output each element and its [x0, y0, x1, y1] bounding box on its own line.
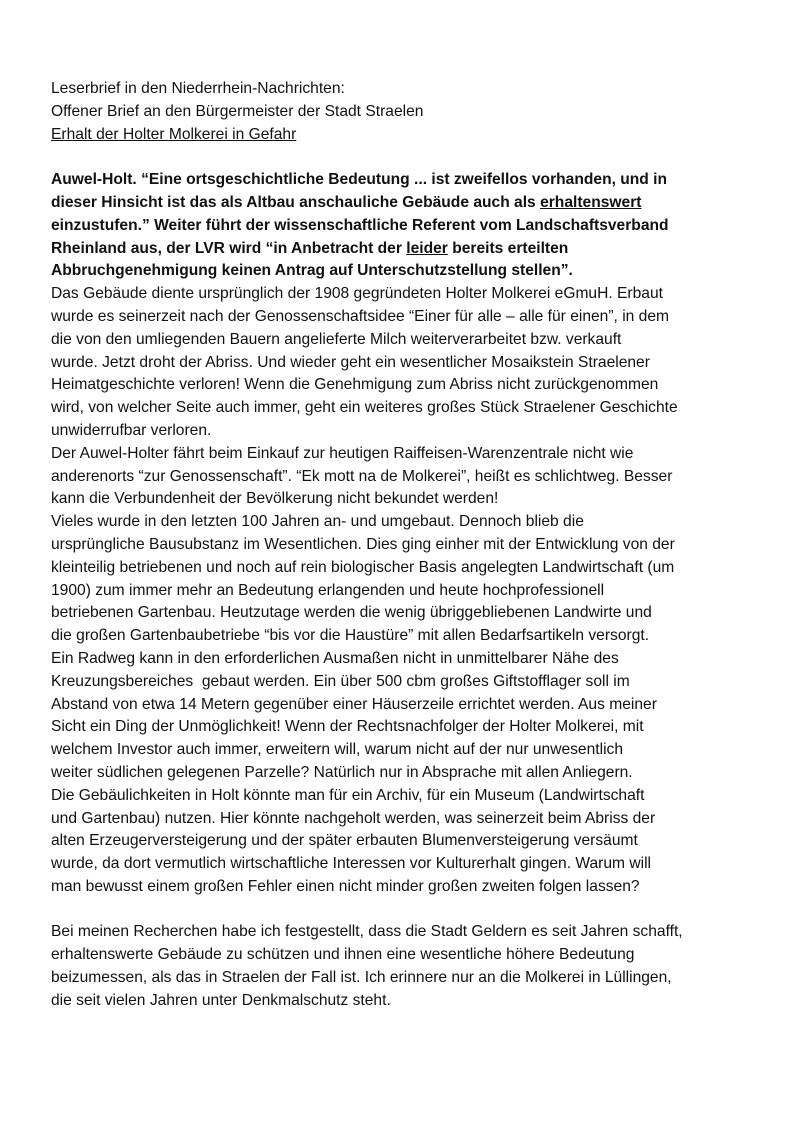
header-subject: Erhalt der Holter Molkerei in Gefahr [51, 125, 297, 143]
letter-page [51, 78, 751, 1013]
body-line: wurde. Jetzt droht der Abriss. Und wieder geht ein wesentlicher Mosaikstein Straelener [51, 353, 650, 371]
body-line: die von den umliegenden Bauern angelieferte Milch weiterverarbeitet bzw. verkauft [51, 330, 622, 348]
body-line: man bewusst einem großen Fehler einen nicht minder großen zweiten folgen lassen? [51, 877, 640, 895]
body-line: Sicht ein Ding der Unmöglichkeit! Wenn der Rechtsnachfolger der Holter Molkerei, mit [51, 718, 644, 736]
body-text [51, 283, 751, 899]
body-line: alten Erzeugerversteigerung und der später erbauten Blumenversteigerung versäumt [51, 832, 638, 850]
header-line-addressee: Offener Brief an den Bürgermeister der Stadt Straelen [51, 102, 424, 120]
body-line: kann die Verbundenheit der Bevölkerung nicht bekundet werden! [51, 490, 499, 508]
lead-text: Rheinland aus, der LVR wird “in Anbetracht der [51, 239, 407, 257]
lead-line: Abbruchgenehmigung keinen Antrag auf Unterschutzstellung stellen”. [51, 262, 573, 280]
lead-emphasis-leider: leider [406, 239, 448, 257]
body-line: unwiderrufbar verloren. [51, 421, 212, 439]
closing-line: erhaltenswerte Gebäude zu schützen und ihnen eine wesentliche höhere Bedeutung [51, 946, 635, 964]
body-line: wurde es seinerzeit nach der Genossenschaftsidee “Einer für alle – alle für einen”, in dem [51, 307, 670, 325]
lead-emphasis-erhaltenswert: erhaltenswert [540, 193, 642, 211]
body-line: Abstand von etwa 14 Metern gegenüber einer Häuserzeile errichtet werden. Aus meiner [51, 695, 657, 713]
lead-line [51, 238, 751, 261]
body-line: anderenorts “zur Genossenschaft”. “Ek mott na de Molkerei”, heißt es schlichtweg. Besser [51, 467, 673, 485]
body-line: wurde, da dort vermutlich wirtschaftliche Interessen vor Kulturerhalt gingen. Warum will [51, 855, 652, 873]
body-line: Die Gebäulichkeiten in Holt könnte man für ein Archiv, für ein Museum (Landwirtschaft [51, 786, 645, 804]
body-line: Der Auwel-Holter fährt beim Einkauf zur heutigen Raiffeisen-Warenzentrale nicht wie [51, 444, 634, 462]
lead-line [51, 192, 751, 215]
body-line: wird, von welcher Seite auch immer, geht ein weiteres großes Stück Straelener Geschichte [51, 399, 678, 417]
lead-text: bereits erteilten [447, 239, 569, 257]
closing-paragraph [51, 921, 751, 1012]
body-line: Das Gebäude diente ursprünglich der 1908 gegründeten Holter Molkerei eGmuH. Erbaut [51, 285, 663, 303]
body-line: weiter südlichen gelegenen Parzelle? Natürlich nur in Absprache mit allen Anliegern. [51, 763, 633, 781]
body-line: kleinteilig betriebenen und noch auf rein biologischer Basis angelegten Landwirtschaft (um [51, 558, 675, 576]
body-line: betriebenen Gartenbau. Heutzutage werden die wenig übriggebliebenen Landwirte und [51, 604, 652, 622]
body-line: Vieles wurde in den letzten 100 Jahren an- und umgebaut. Dennoch blieb die [51, 513, 584, 531]
lead-text: dieser Hinsicht ist das als Altbau anschauliche Gebäude auch als [51, 193, 541, 211]
paragraph-gap [51, 899, 751, 922]
letter-header [51, 78, 751, 146]
body-line: Kreuzungsbereiches gebaut werden. Ein über 500 cbm großes Giftstofflager soll im [51, 672, 630, 690]
body-line: die großen Gartenbaubetriebe “bis vor die Haustüre” mit allen Bedarfsartikeln versorgt. [51, 627, 650, 645]
body-line: Ein Radweg kann in den erforderlichen Ausmaßen nicht in unmittelbarer Nähe des [51, 649, 619, 667]
closing-line: beizumessen, als das in Straelen der Fall ist. Ich erinnere nur an die Molkerei in Lüllingen, [51, 969, 672, 987]
body-line: und Gartenbau) nutzen. Hier könnte nachgeholt werden, was seinerzeit beim Abriss der [51, 809, 656, 827]
header-line-newspaper: Leserbrief in den Niederrhein-Nachrichten: [51, 80, 345, 97]
body-line: welchem Investor auch immer, erweitern will, warum nicht auf der nur unwesentlich [51, 741, 624, 759]
lead-line: einzustufen.” Weiter führt der wissenschaftliche Referent vom Landschaftsverband [51, 216, 669, 234]
body-line: ursprüngliche Bausubstanz im Wesentlichen. Dies ging einher mit der Entwicklung von der [51, 535, 675, 553]
lead-line: Auwel-Holt. “Eine ortsgeschichtliche Bedeutung ... ist zweifellos vorhanden, und in [51, 171, 668, 189]
lead-paragraph [51, 169, 751, 283]
body-line: Heimatgeschichte verloren! Wenn die Genehmigung zum Abriss nicht zurückgenommen [51, 376, 659, 394]
body-line: 1900) zum immer mehr an Bedeutung erlangenden und heute hochprofessionell [51, 581, 605, 599]
closing-line: Bei meinen Recherchen habe ich festgestellt, dass die Stadt Geldern es seit Jahren schafft, [51, 923, 683, 941]
closing-line: die seit vielen Jahren unter Denkmalschutz steht. [51, 991, 391, 1009]
